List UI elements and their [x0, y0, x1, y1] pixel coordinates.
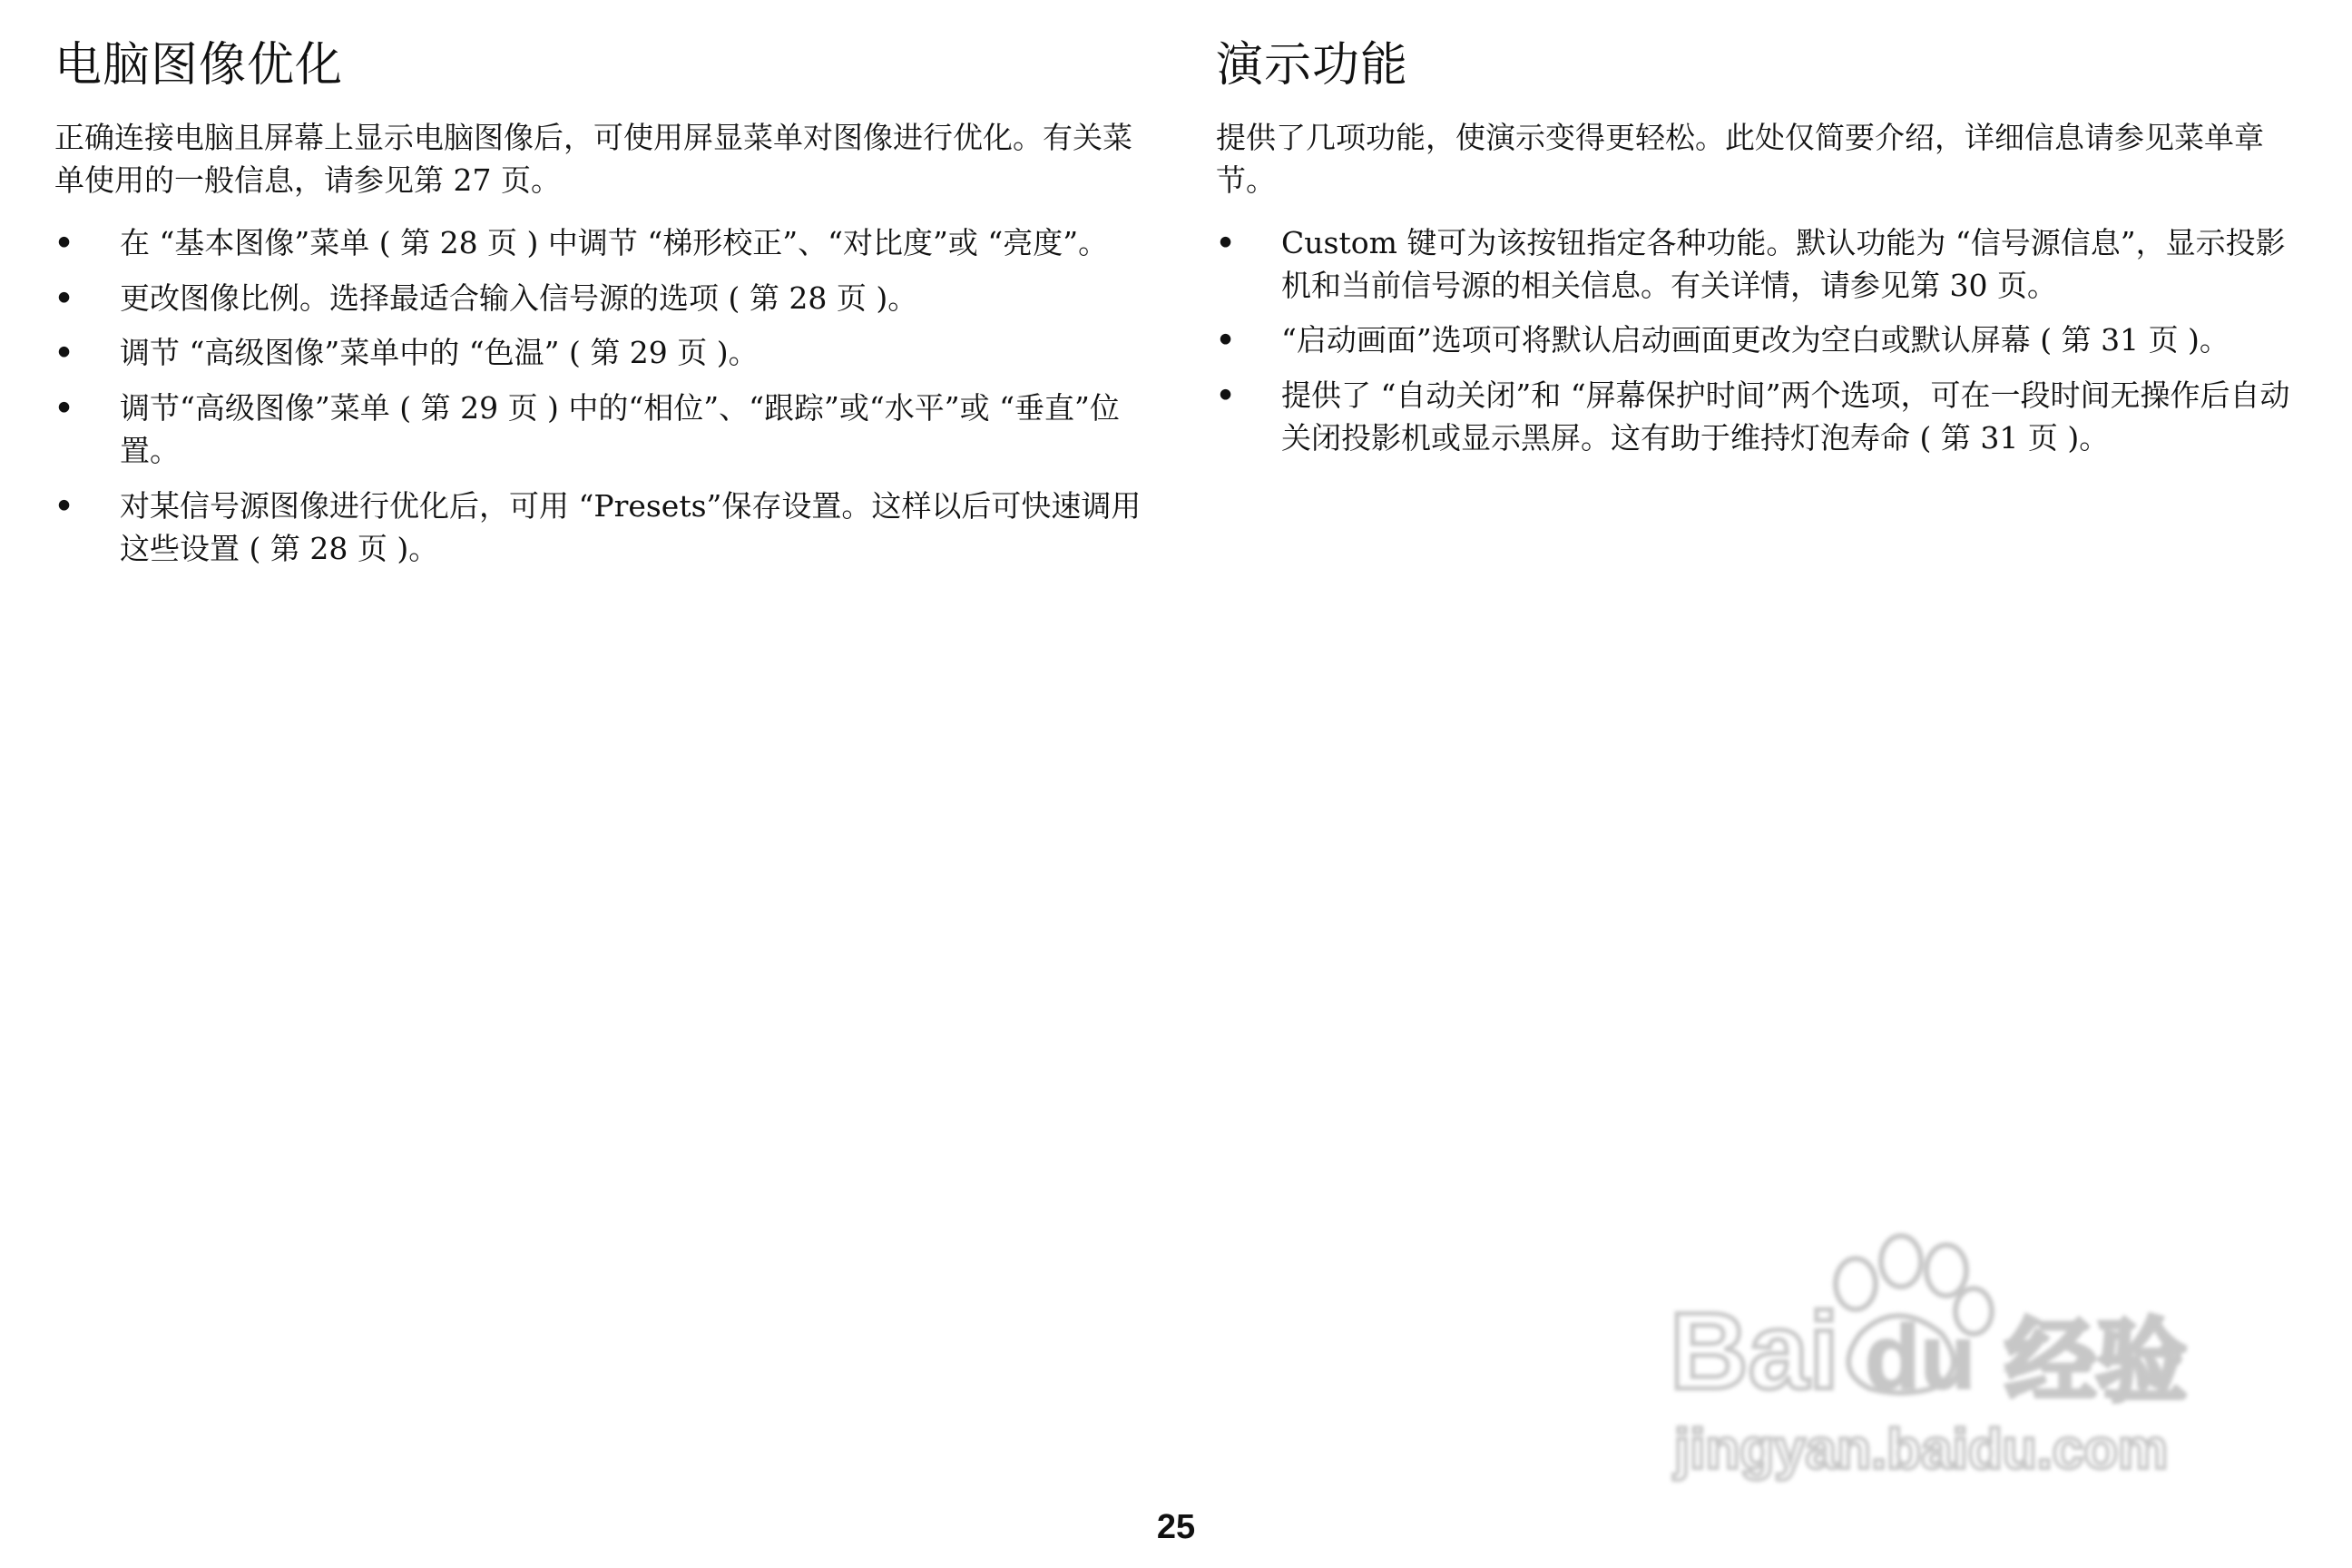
list-item — [1216, 375, 2314, 460]
list-item — [54, 387, 1160, 473]
list-item-text: 在 “基本图像”菜单 ( 第 28 页 ) 中调节 “梯形校正”、“对比度”或 “亮度”。 — [120, 224, 1109, 260]
watermark-url: jingyan.baidu.com — [1674, 1418, 2169, 1481]
list-item — [54, 332, 1160, 375]
bullet-icon: • — [54, 390, 74, 426]
list-item-text: 调节 “高级图像”菜单中的 “色温” ( 第 29 页 )。 — [120, 335, 759, 371]
bullet-icon: • — [1216, 322, 1236, 358]
list-item-text: 对某信号源图像进行优化后，可用 “Presets”保存设置。这样以后可快速调用这些设置 ( 第 28 页 )。 — [120, 488, 1142, 566]
bullet-icon: • — [54, 224, 74, 260]
list-item — [54, 278, 1160, 320]
list-item — [1216, 319, 2314, 362]
page-number: 25 — [1156, 1508, 1196, 1546]
bullet-icon: • — [1216, 377, 1236, 414]
section-title-image-optimization: 电脑图像优化 — [54, 38, 344, 93]
list-item-text: 更改图像比例。选择最适合输入信号源的选项 ( 第 28 页 )。 — [120, 279, 918, 316]
watermark-brand-cn: 经验 — [2005, 1308, 2187, 1415]
right-column — [1216, 36, 2314, 473]
bullet-icon: • — [54, 279, 74, 316]
bullet-list — [1216, 222, 2314, 460]
list-item-text: 提供了 “自动关闭”和 “屏幕保护时间”两个选项，可在一段时间无操作后自动关闭投影机或显示黑屏。这有助于维持灯泡寿命 ( 第 31 页 )。 — [1281, 377, 2290, 456]
section-intro: 提供了几项功能，使演示变得更轻松。此处仅简要介绍，详细信息请参见菜单章节。 — [1216, 120, 2264, 198]
list-item-text: 调节“高级图像”菜单 ( 第 29 页 ) 中的“相位”、“跟踪”或“水平”或 “垂直”位置。 — [120, 390, 1120, 469]
bullet-icon: • — [1216, 224, 1236, 260]
baidu-jingyan-watermark — [1670, 1216, 2232, 1488]
list-item — [54, 222, 1160, 265]
bullet-list — [54, 222, 1160, 571]
section-title-presentation-features: 演示功能 — [1216, 38, 1409, 93]
bullet-icon: • — [54, 488, 74, 524]
watermark-logo-text-2: du — [1865, 1307, 1976, 1408]
list-item — [54, 485, 1160, 571]
bullet-icon: • — [54, 335, 74, 371]
left-column — [54, 36, 1160, 583]
list-item-text: “启动画面”选项可将默认启动画面更改为空白或默认屏幕 ( 第 31 页 )。 — [1281, 322, 2230, 358]
section-intro: 正确连接电脑且屏幕上显示电脑图像后，可使用屏显菜单对图像进行优化。有关菜单使用的一般信息，请参见第 27 页。 — [54, 120, 1132, 198]
list-item-text: Custom 键可为该按钮指定各种功能。默认功能为 “信号源信息”，显示投影机和当前信号源的相关信息。有关详情，请参见第 30 页。 — [1281, 224, 2286, 303]
watermark-logo-text: Bai — [1670, 1290, 1839, 1412]
list-item — [1216, 222, 2314, 308]
